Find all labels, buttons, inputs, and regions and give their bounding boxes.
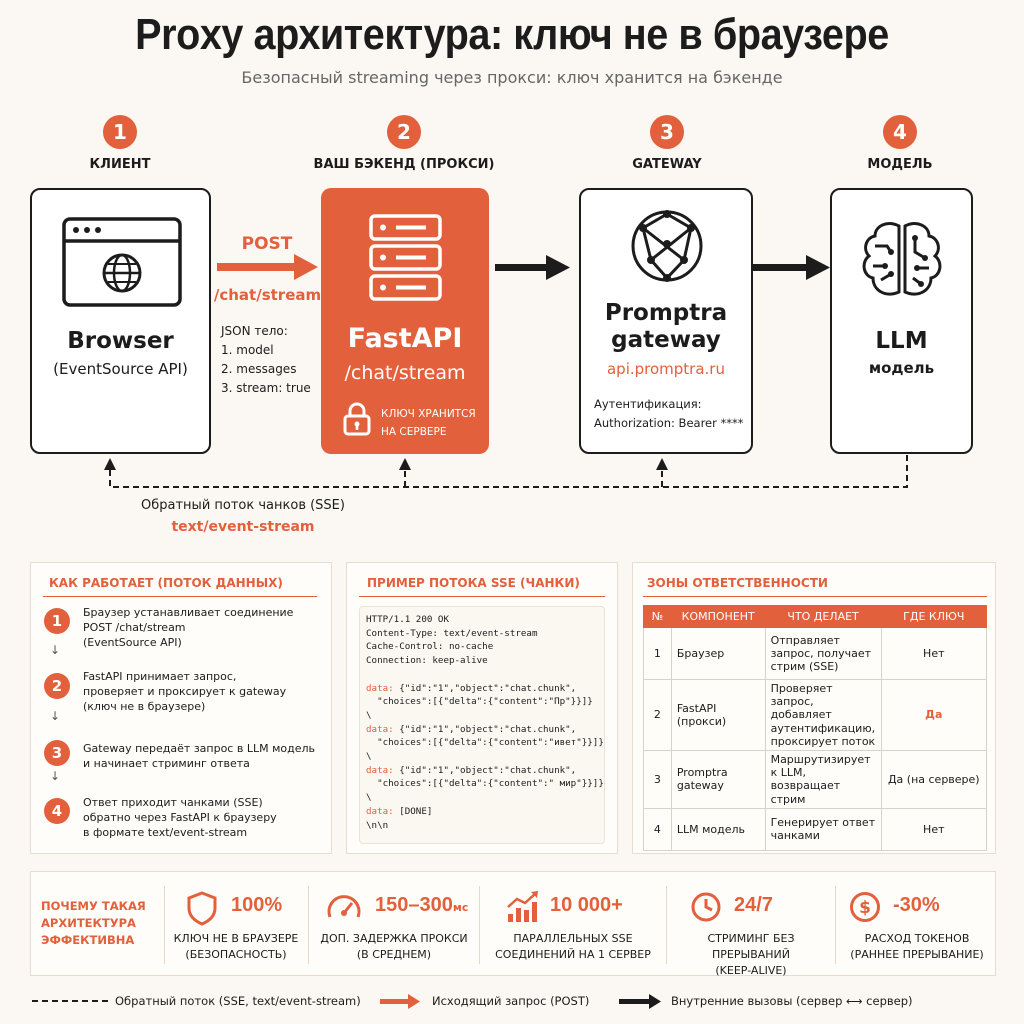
flow-step-line: Gateway передаёт запрос в LLM модель bbox=[83, 742, 315, 755]
stat-label-line: РАСХОД ТОКЕНОВ bbox=[864, 932, 970, 945]
flow-step-line: Ответ приходит чанками (SSE) bbox=[83, 796, 263, 809]
row-does: Генерирует ответ чанками bbox=[765, 808, 881, 850]
code-line bbox=[366, 682, 598, 696]
backend-title: FastAPI bbox=[347, 323, 463, 354]
stats-divider bbox=[308, 886, 309, 964]
growth-chart-icon bbox=[505, 890, 541, 924]
flow-step-line: и начинает стриминг ответа bbox=[83, 757, 250, 770]
code-line bbox=[366, 723, 598, 737]
responsibility-title: ЗОНЫ ОТВЕТСТВЕННОСТИ bbox=[647, 576, 828, 590]
legend-label: Внутренние вызовы (сервер ⟷ сервер) bbox=[671, 994, 913, 1008]
code-data-prefix: data: bbox=[366, 764, 394, 776]
code-line: Content-Type: text/event-stream bbox=[366, 627, 538, 639]
flow-step-number: 2 bbox=[44, 673, 70, 699]
stats-divider bbox=[835, 886, 836, 964]
legend-dashed-line bbox=[30, 993, 110, 1009]
row-number: 2 bbox=[644, 680, 672, 751]
code-data-prefix: data: bbox=[366, 682, 394, 694]
network-globe-icon bbox=[629, 208, 705, 284]
stat-label-line: (БЕЗОПАСНОСТЬ) bbox=[185, 947, 287, 961]
request-body-spec bbox=[221, 322, 311, 398]
stat-label-line: СОЕДИНЕНИЙ НА 1 СЕРВЕР bbox=[495, 947, 651, 961]
model-title: LLM bbox=[875, 328, 928, 354]
how-it-works-title: КАК РАБОТАЕТ (ПОТОК ДАННЫХ) bbox=[49, 576, 283, 590]
row-does: Проверяет запрос, добавляет аутентификацию, проксирует поток bbox=[765, 680, 881, 751]
code-line: \ bbox=[366, 792, 372, 804]
flow-step-number: 1 bbox=[44, 608, 70, 634]
code-line bbox=[366, 805, 598, 819]
column-header: ГДЕ КЛЮЧ bbox=[881, 606, 986, 628]
stats-divider bbox=[164, 886, 165, 964]
row-key: Да bbox=[881, 680, 986, 751]
responsibility-table bbox=[643, 605, 987, 851]
flow-step-text bbox=[83, 795, 277, 840]
code-line: \ bbox=[366, 751, 372, 763]
column-header: ЧТО ДЕЛАЕТ bbox=[765, 606, 881, 628]
row-does: Маршрутизирует к LLM, возвращает стрим bbox=[765, 750, 881, 808]
stat-label bbox=[839, 931, 995, 963]
backend-box bbox=[321, 188, 489, 454]
code-line: Cache-Control: no-cache bbox=[366, 641, 494, 653]
request-body-label: JSON тело: bbox=[221, 324, 288, 338]
stat-label-line: КЛЮЧ НЕ В БРАУЗЕРЕ bbox=[173, 932, 299, 945]
flow-step-text bbox=[83, 669, 286, 714]
client-title: Browser bbox=[67, 328, 174, 354]
flow-step-line: FastAPI принимает запрос, bbox=[83, 670, 237, 683]
legend-label: Исходящий запрос (POST) bbox=[432, 994, 590, 1008]
stat-label-line: (KEEP-ALIVE) bbox=[715, 963, 787, 977]
code-line: "choices":[{"delta":{"content":"ивет"}}]} bbox=[366, 737, 604, 749]
how-it-works-card bbox=[30, 562, 332, 854]
flow-down-arrow: ↓ bbox=[50, 643, 61, 657]
speedometer-icon bbox=[326, 891, 362, 923]
flow-down-arrow: ↓ bbox=[50, 769, 61, 783]
flow-step-line: (EventSource API) bbox=[83, 636, 182, 649]
column-header: КОМПОНЕНТ bbox=[671, 606, 765, 628]
post-arrow bbox=[217, 254, 318, 280]
gateway-box bbox=[579, 188, 753, 454]
brain-circuit-icon bbox=[859, 218, 945, 304]
flow-step-text bbox=[83, 741, 315, 771]
flow-step-number: 4 bbox=[44, 798, 70, 824]
browser-window-icon bbox=[61, 216, 183, 308]
gateway-title bbox=[581, 300, 751, 354]
table-row bbox=[644, 680, 987, 751]
card-divider bbox=[643, 596, 987, 597]
stats-divider bbox=[666, 886, 667, 964]
legend-black-arrow bbox=[617, 993, 663, 1009]
lock-caption bbox=[381, 405, 476, 441]
stat-label bbox=[169, 931, 303, 963]
svg-text:$: $ bbox=[859, 898, 871, 918]
row-does: Отправляет запрос, получает стрим (SSE) bbox=[765, 628, 881, 680]
flow-step-line: (ключ не в браузере) bbox=[83, 700, 206, 713]
row-component: LLM модель bbox=[671, 808, 765, 850]
step-number-2: 2 bbox=[387, 115, 421, 149]
return-flow-label: Обратный поток чанков (SSE) bbox=[141, 498, 345, 513]
gateway-auth-label: Аутентификация: bbox=[594, 397, 702, 411]
step-label-gateway: GATEWAY bbox=[632, 157, 702, 172]
code-done-text: [DONE] bbox=[393, 805, 433, 817]
stats-heading-line: ЭФФЕКТИВНА bbox=[41, 933, 135, 947]
code-line: \ bbox=[366, 709, 372, 721]
gateway-title-line: gateway bbox=[611, 327, 721, 353]
step-number-1: 1 bbox=[103, 115, 137, 149]
stats-heading-line: АРХИТЕКТУРА bbox=[41, 916, 136, 930]
table-header-row bbox=[644, 606, 987, 628]
stats-heading-line: ПОЧЕМУ ТАКАЯ bbox=[41, 899, 146, 913]
stat-label bbox=[668, 931, 834, 979]
sse-code-block bbox=[359, 606, 605, 844]
code-chunk-text: {"id":"1","object":"chat.chunk", bbox=[393, 764, 577, 776]
stat-label-line: ПАРАЛЛЕЛЬНЫХ SSE bbox=[513, 932, 633, 945]
stat-value-group bbox=[375, 894, 468, 917]
row-component: Браузер bbox=[671, 628, 765, 680]
request-body-item: 1. model bbox=[221, 343, 274, 357]
stat-label-line: СТРИМИНГ БЕЗ ПРЕРЫВАНИЙ bbox=[707, 932, 795, 961]
client-subtitle: (EventSource API) bbox=[53, 360, 188, 378]
flow-step-line: обратно через FastAPI к браузеру bbox=[83, 811, 277, 824]
flow-step-line: POST /chat/stream bbox=[83, 621, 186, 634]
stat-unit: мс bbox=[452, 901, 469, 914]
table-row bbox=[644, 750, 987, 808]
internal-arrow-gateway-model bbox=[753, 255, 830, 280]
lock-caption-line: КЛЮЧ ХРАНИТСЯ bbox=[381, 408, 476, 420]
stat-label-line: ДОП. ЗАДЕРЖКА ПРОКСИ bbox=[320, 932, 468, 945]
code-line: HTTP/1.1 200 OK bbox=[366, 614, 449, 625]
flow-step-line: в формате text/event-stream bbox=[83, 826, 248, 839]
table-row bbox=[644, 628, 987, 680]
step-number-3: 3 bbox=[650, 115, 684, 149]
row-number: 4 bbox=[644, 808, 672, 850]
sse-return-arrowheads bbox=[104, 458, 668, 470]
request-method: POST bbox=[241, 234, 293, 254]
page-subtitle: Безопасный streaming через прокси: ключ хранится на бэкенде bbox=[241, 68, 783, 87]
stat-value: 24/7 bbox=[734, 894, 773, 916]
responsibility-card bbox=[632, 562, 996, 854]
code-blank-line bbox=[366, 668, 598, 682]
gateway-auth-value: Authorization: Bearer **** bbox=[594, 416, 744, 430]
stats-heading bbox=[41, 898, 146, 949]
stat-label bbox=[483, 931, 663, 963]
request-path: /chat/stream bbox=[213, 286, 322, 304]
code-data-prefix: data: bbox=[366, 805, 394, 817]
step-label-model: МОДЕЛЬ bbox=[867, 157, 933, 172]
page-title: Proxy архитектура: ключ не в браузере bbox=[135, 10, 889, 59]
server-icon bbox=[368, 213, 443, 303]
gateway-auth bbox=[594, 395, 744, 433]
lock-icon bbox=[343, 401, 371, 437]
code-line bbox=[366, 764, 598, 778]
flow-step-number: 3 bbox=[44, 740, 70, 766]
card-divider bbox=[359, 596, 605, 597]
gateway-title-line: Promptra bbox=[604, 300, 728, 326]
lock-caption-line: НА СЕРВЕРЕ bbox=[381, 426, 447, 438]
code-chunk-text: {"id":"1","object":"chat.chunk", bbox=[393, 682, 577, 694]
return-flow-mime: text/event-stream bbox=[171, 519, 315, 535]
clock-icon bbox=[690, 891, 722, 923]
column-header: № bbox=[644, 606, 672, 628]
gateway-host: api.promptra.ru bbox=[606, 360, 725, 378]
table-row bbox=[644, 808, 987, 850]
code-line: Connection: keep-alive bbox=[366, 655, 488, 667]
legend-label: Обратный поток (SSE, text/event-stream) bbox=[115, 994, 361, 1008]
code-line: \n\n bbox=[366, 819, 389, 831]
stat-label-line: (В СРЕДНЕМ) bbox=[356, 947, 432, 961]
row-key: Да (на сервере) bbox=[881, 750, 986, 808]
card-divider bbox=[43, 596, 317, 597]
sse-return-path bbox=[110, 455, 907, 487]
stat-value: 100% bbox=[231, 894, 283, 916]
request-body-item: 2. messages bbox=[221, 362, 297, 376]
code-chunk-text: {"id":"1","object":"chat.chunk", bbox=[393, 723, 577, 735]
stat-value: 10 000+ bbox=[550, 894, 623, 916]
step-label-backend: ВАШ БЭКЕНД (ПРОКСИ) bbox=[313, 157, 495, 172]
step-number-4: 4 bbox=[883, 115, 917, 149]
request-body-item: 3. stream: true bbox=[221, 381, 311, 395]
flow-step-line: Браузер устанавливает соединение bbox=[83, 606, 294, 619]
backend-path: /chat/stream bbox=[344, 362, 466, 384]
stat-value: -30% bbox=[893, 894, 940, 916]
flow-down-arrow: ↓ bbox=[50, 709, 61, 723]
legend-orange-arrow bbox=[378, 993, 422, 1009]
sse-example-title: ПРИМЕР ПОТОКА SSE (ЧАНКИ) bbox=[367, 576, 580, 590]
row-key: Нет bbox=[881, 808, 986, 850]
stat-value: 150–300 bbox=[375, 894, 453, 916]
row-component: FastAPI (прокси) bbox=[671, 680, 765, 751]
stats-panel bbox=[30, 871, 996, 976]
model-subtitle: модель bbox=[868, 359, 935, 377]
client-box bbox=[30, 188, 211, 454]
code-line: "choices":[{"delta":{"content":"Пр"}}]} bbox=[366, 696, 593, 708]
flow-step-text bbox=[83, 605, 293, 650]
internal-arrow-backend-gateway bbox=[495, 255, 570, 280]
code-line: "choices":[{"delta":{"content":" мир"}}]} bbox=[366, 778, 604, 790]
row-component: Promptra gateway bbox=[671, 750, 765, 808]
sse-example-card bbox=[346, 562, 618, 854]
step-label-client: КЛИЕНТ bbox=[89, 157, 151, 172]
row-number: 3 bbox=[644, 750, 672, 808]
stat-label bbox=[313, 931, 475, 963]
flow-step-line: проверяет и проксирует к gateway bbox=[83, 685, 287, 698]
stats-divider bbox=[479, 886, 480, 964]
dollar-coin-icon bbox=[849, 891, 881, 923]
shield-icon bbox=[186, 890, 218, 926]
stat-label-line: (РАННЕЕ ПРЕРЫВАНИЕ) bbox=[850, 947, 984, 961]
row-number: 1 bbox=[644, 628, 672, 680]
model-box bbox=[830, 188, 973, 454]
code-data-prefix: data: bbox=[366, 723, 394, 735]
row-key: Нет bbox=[881, 628, 986, 680]
